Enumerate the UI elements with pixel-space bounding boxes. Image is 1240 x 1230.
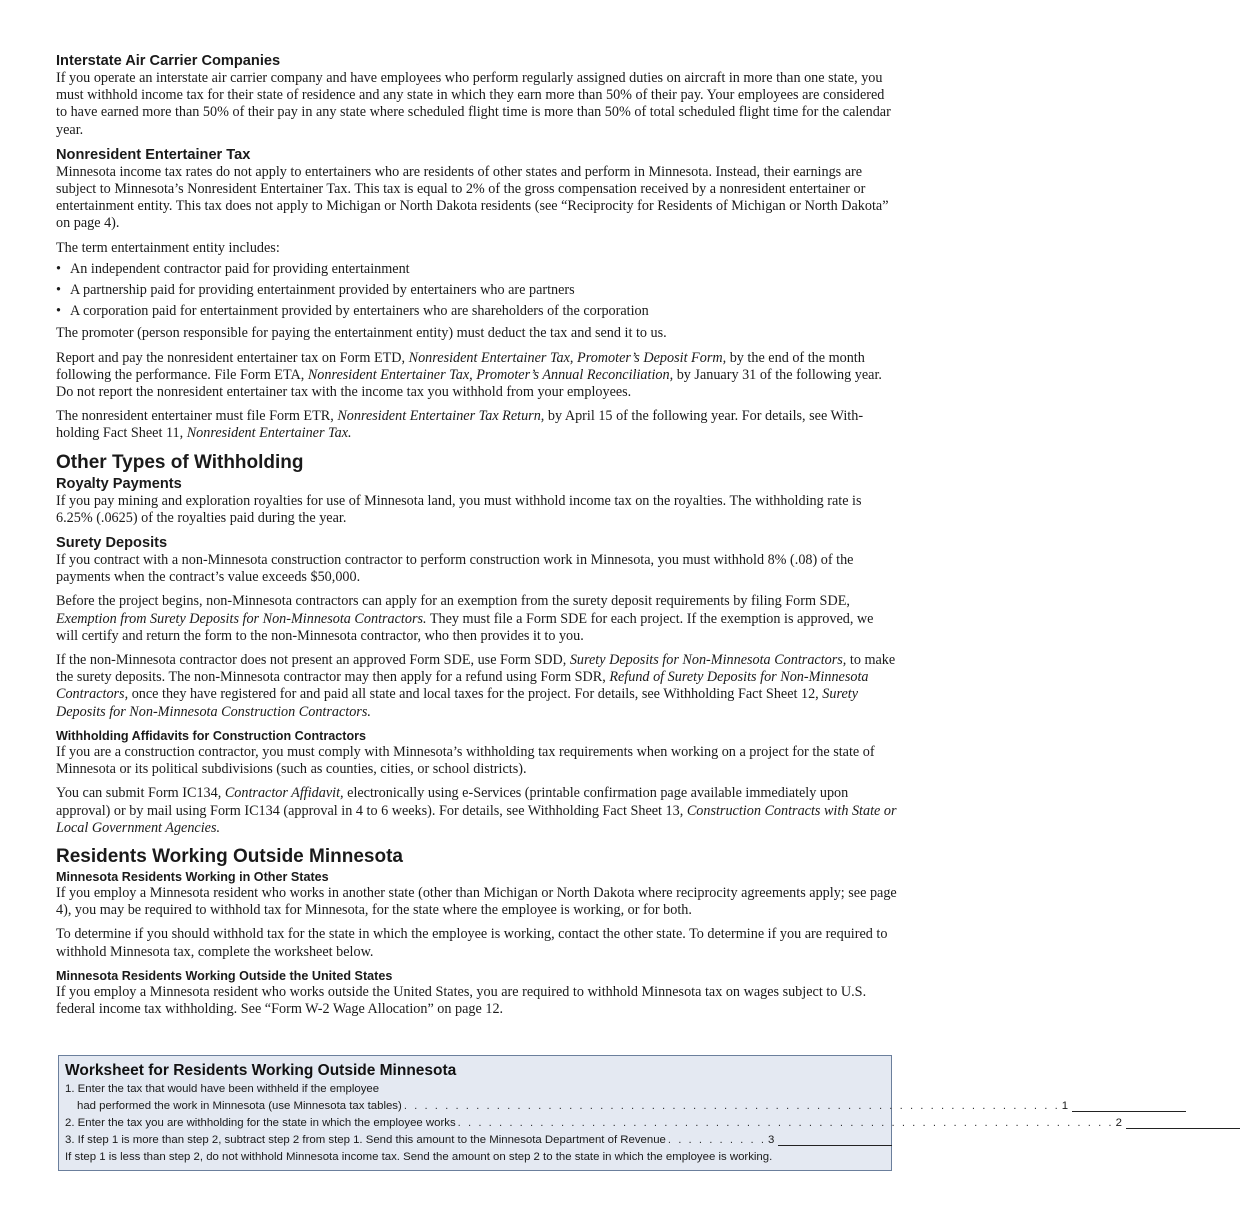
entertainer-p3: The promoter (person responsible for paying the entertainment entity) must deduct the tax and send it to us. <box>56 325 667 342</box>
leader-dots: . . . . . . . . . . . . . . . . . . . . . . . . . . . . . . . . . . . . . . . . . . . . . . . . . . . . . . . . . . . . . . . . <box>403 1100 1060 1112</box>
surety-p1: If you contract with a non-Minnesota construction contractor to perform construction work in Minnesota, you must withhold 8% (.08) of the payments when the contract’s value exceeds $50,000. <box>56 552 854 586</box>
royalty-body: If you pay mining and exploration royalties for use of Minnesota land, you must withhold income tax on the royalties. The withholding rate is 6.25% (.0625) of the royalties paid during the year. <box>56 492 862 526</box>
surety-heading: Surety Deposits <box>56 535 168 552</box>
worksheet-line-1: had performed the work in Minnesota (use Minnesota tax tables) . . . . . . . . . . . . . . . . . . . . . . . . . . . . . . . . . . . . . . . . . . . . . . . . . . . . . . . . . . . . . . . . 1 <box>65 1098 885 1115</box>
list-item: • A partnership paid for providing entertainment provided by entertainers who are partners <box>56 282 898 299</box>
worksheet-line-2: 2. Enter the tax you are withholding for the state in which the employee works . . . . . . . . . . . . . . . . . . . . . . . . . . . . . . . . . . . . . . . . . . . . . . . . . . . . . . . . . . . . . . . . 2 <box>65 1115 885 1132</box>
worksheet-line-1a: 1. Enter the tax that would have been withheld if the employee <box>65 1083 380 1095</box>
entertainer-p1: Minnesota income tax rates do not apply to entertainers who are residents of other states and perform in Minnesota. Instead, their earnings are subject to Minnesota’s Nonresident Entertainer Tax. This tax is equal to 2% of the gross compensation received by a nonresident entertainer or entertainment entity. This tax does not apply to Michigan or North Dakota residents (see “Reciprocity for Residents of Michigan or North Dakota” on page 4). <box>56 163 889 232</box>
entertainer-p4: Report and pay the nonresident entertainer tax on Form ETD, Nonresident Entertainer Tax, Promoter’s Deposit Form, by the end of the month following the performance. File Form ETA, Nonresident Entertainer Tax, Promoter’s Annual Reconciliation, by January 31 of the following year. Do not report the nonresident entertainer tax with the income tax you withhold from your employees. <box>56 349 882 401</box>
interstate-body: If you operate an interstate air carrier company and have employees who perform regularly assigned duties on aircraft in more than one state, you must withhold income tax for their state of residence and any state in which they earn more than 50% of their pay. Your employees are considered to have earned more than 50% of their pay in any state where scheduled flight time is more than 50% of total scheduled flight time for the calendar year. <box>56 70 891 138</box>
leader-dots: . . . . . . . . . . <box>667 1134 767 1146</box>
entertainment-entity-list <box>56 261 898 321</box>
entertainer-p2: The term entertainment entity includes: <box>56 239 280 256</box>
affidavit-p1: If you are a construction contractor, you must comply with Minnesota’s withholding tax requirements when working on a project for the state of Minnesota or its political subdivisions (such as counties, cities, or school districts). <box>56 743 875 778</box>
line-2-input[interactable] <box>1126 1116 1240 1129</box>
outside-us-p1: If you employ a Minnesota resident who works outside the United States, you are required to withhold Minnesota tax on wages subject to U.S. federal income tax withholding. See “Form W-2 Wage Allocation” on page 12. <box>56 983 867 1017</box>
other-states-p1: If you employ a Minnesota resident who works in another state (other than Michigan or North Dakota where reciprocity agreements apply; see page 4), you may be required to withhold tax for Minnesota, for the state where the employee is working, or for both. <box>56 884 897 919</box>
affidavit-p2: You can submit Form IC134, Contractor Affidavit, electronically using e-Services (printable confirmation page available immediately upon approval) or by mail using Form IC134 (approval in 4 to 6 weeks). For details, see Withholding Fact Sheet 13, Construction Contracts with State or Local Government Agencies. <box>56 785 897 836</box>
worksheet-box <box>58 1055 1122 1171</box>
entertainer-heading: Nonresident Entertainer Tax <box>56 146 251 163</box>
other-states-p2: To determine if you should withhold tax for the state in which the employee is working, contact the other state. To determine if you are required to withhold Minnesota tax, complete the worksheet below. <box>56 926 888 960</box>
royalty-heading: Royalty Payments <box>56 475 182 492</box>
outside-us-heading: Minnesota Residents Working Outside the United States <box>56 968 393 983</box>
worksheet-note: If step 1 is less than step 2, do not withhold Minnesota income tax. Send the amount on step 2 to the state in which the employee is working. <box>65 1151 773 1163</box>
surety-p3: If the non-Minnesota contractor does not present an approved Form SDE, use Form SDD, Surety Deposits for Non-Minnesota Contractors, to make the surety deposits. The non-Minnesota contractor may then apply for a refund using Form SDR, Refund of Surety Deposits for Non-Minnesota Contractors, once they have registered for and paid all state and local taxes for the project. For details, see Withholding Fact Sheet 12, Surety Deposits for Non-Minnesota Construction Contractors. <box>56 652 896 720</box>
residents-heading: Residents Working Outside Minnesota <box>56 845 403 867</box>
interstate-heading: Interstate Air Carrier Companies <box>56 53 281 69</box>
other-states-heading: Minnesota Residents Working in Other States <box>56 869 329 884</box>
affidavit-heading: Withholding Affidavits for Construction Contractors <box>56 728 367 743</box>
line-1-input[interactable] <box>1072 1099 1186 1112</box>
other-withholding-heading: Other Types of Withholding <box>56 451 304 473</box>
worksheet-line-3: 3. If step 1 is more than step 2, subtract step 2 from step 1. Send this amount to the Minnesota Department of Revenue . . . . . . . . . . 3 <box>65 1132 885 1149</box>
document-page <box>56 52 898 1018</box>
worksheet-title: Worksheet for Residents Working Outside Minnesota <box>65 1062 457 1079</box>
list-item: • An independent contractor paid for providing entertainment <box>56 261 898 278</box>
list-item: • A corporation paid for entertainment provided by entertainers who are shareholders of the corporation <box>56 303 898 320</box>
entertainer-p5: The nonresident entertainer must file Form ETR, Nonresident Entertainer Tax Return, by April 15 of the following year. For details, see Withholding Fact Sheet 11, Nonresident Entertainer Tax. <box>56 408 864 442</box>
leader-dots: . . . . . . . . . . . . . . . . . . . . . . . . . . . . . . . . . . . . . . . . . . . . . . . . . . . . . . . . . . . . . . . . <box>457 1117 1114 1129</box>
line-3-input[interactable] <box>778 1133 892 1146</box>
surety-p2: Before the project begins, non-Minnesota contractors can apply for an exemption from the surety deposit requirements by filing Form SDE, Exemption from Surety Deposits for Non-Minnesota Contractors. They must file a Form SDE for each project. If the exemption is approved, we will certify and return the form to the non-Minnesota contractor, who then provides it to you. <box>56 593 874 644</box>
